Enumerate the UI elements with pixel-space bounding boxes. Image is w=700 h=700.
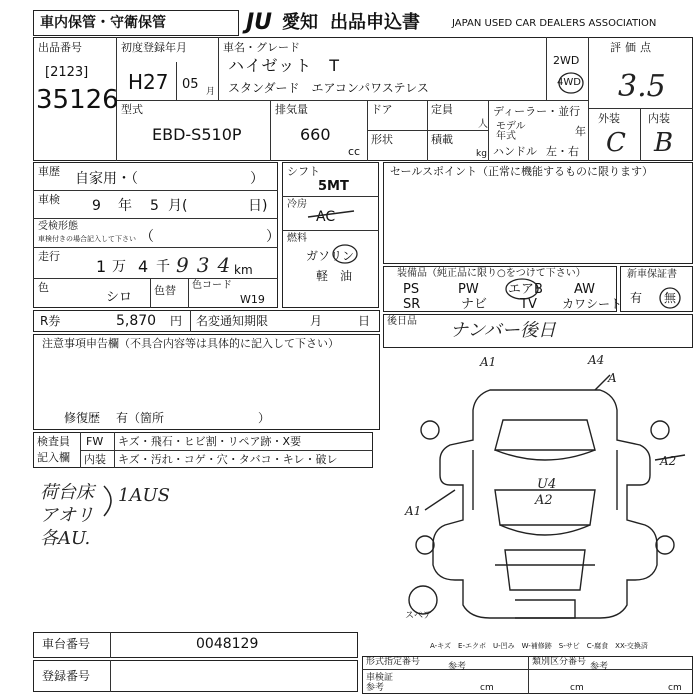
handwritten-bracket: [100, 484, 122, 518]
handwritten-line1b: 1AUS: [118, 485, 170, 506]
mileage-label: 走行: [38, 250, 60, 263]
shape-number-label: 形式指定番号: [366, 657, 421, 667]
chassis-label: 車台番号: [42, 637, 91, 651]
drive-circle-mark: [556, 70, 586, 96]
exterior-grade: C: [606, 128, 626, 158]
car-name: ハイゼット T: [228, 56, 340, 75]
inspection-year: 9: [92, 198, 101, 214]
dims-label: 車検証: [366, 673, 394, 683]
mileage-rest: 934: [176, 253, 239, 277]
diagram-mark-a: A: [608, 371, 617, 385]
storage-label: 車内保管・守衛保管: [40, 15, 166, 31]
ref-label-2: 参考: [590, 662, 609, 672]
inspection-label: 車検: [38, 193, 60, 206]
equipment-airbag: エアB: [508, 282, 543, 297]
damage-legend: A-キズ E-エクボ U-凹み W-補修跡 S-サビ C-腐食 XX-交換済: [430, 642, 648, 650]
receipt-note: 車検付きの場合記入して下さい: [38, 235, 136, 243]
year-unit: 年: [575, 125, 586, 138]
capacity-unit: 人: [478, 119, 488, 130]
ju-logo: JU: [246, 10, 273, 35]
recycle-label: R券: [40, 314, 61, 328]
name-change-day: 日: [358, 314, 371, 328]
later-value: ナンバー後日: [450, 320, 556, 341]
drive-2wd: 2WD: [553, 54, 580, 67]
diagram-mark-a1-left: A1: [405, 504, 422, 518]
recycle-unit: 円: [170, 314, 183, 328]
association-name: JAPAN USED CAR DEALERS ASSOCIATION: [452, 18, 657, 29]
history-label: 車歴: [38, 165, 60, 178]
diagram-mark-a2-right: A2: [660, 454, 677, 468]
aircon-strike-mark: [306, 205, 356, 225]
equipment-ps: PS: [403, 282, 420, 297]
handle-value: 左・右: [546, 145, 579, 158]
warranty-yes: 有: [630, 291, 643, 305]
interior-grade: B: [654, 128, 674, 158]
displacement-unit: cc: [348, 145, 361, 158]
lot-label: 出品番号: [38, 41, 82, 54]
info-table: [33, 37, 693, 161]
equipment-pw: PW: [458, 282, 479, 297]
handle-label: ハンドル: [493, 145, 537, 158]
registration-month: 05: [182, 77, 199, 92]
mileage-unit: km: [234, 263, 253, 277]
model-label: 型式: [121, 103, 143, 116]
interior-check-value: キズ・汚れ・コゲ・穴・タバコ・キレ・破レ: [118, 453, 338, 466]
lot-number: 35126: [36, 85, 119, 115]
handwritten-line1: 荷台床: [40, 482, 94, 503]
car-name-label: 車名・グレード: [223, 41, 300, 54]
registration-month-unit: 月: [206, 87, 216, 97]
shift-label: シフト: [287, 165, 320, 178]
equipment-aw: AW: [574, 282, 596, 297]
displacement-value: 660: [300, 125, 331, 144]
history-value: 自家用・（ ）: [75, 171, 264, 187]
chassis-number: 0048129: [196, 636, 259, 652]
equipment-navi: ナビ: [461, 297, 488, 312]
cm-1: cm: [480, 683, 494, 693]
form-title: 出品申込書: [330, 12, 420, 33]
category-number-label: 類別区分番号: [532, 657, 587, 667]
recycle-amount: 5,870: [116, 313, 157, 329]
score-label: 評価点: [610, 41, 655, 54]
color-change-label: 色替: [154, 284, 176, 297]
inspector-label1: 検査員: [37, 435, 70, 448]
score-value: 3.5: [618, 69, 666, 104]
airbag-circle-mark: [502, 276, 542, 302]
color-code: W19: [240, 293, 265, 306]
mileage-sen-unit: 千: [156, 259, 170, 275]
diagram-mark-a4: A4: [588, 353, 605, 367]
notes-label: 注意事項申告欄（不具合内容等は具体的に記入して下さい）: [42, 337, 339, 350]
color-value: シロ: [106, 290, 133, 305]
repair-close: ）: [258, 411, 271, 425]
registration-year: H27: [128, 70, 169, 94]
cm-3: cm: [668, 683, 682, 693]
warranty-no: 無: [664, 291, 677, 305]
aircon-label: 冷房: [287, 199, 307, 210]
load-unit: kg: [476, 149, 487, 159]
fw-value: キズ・飛石・ヒビ割・リペア跡・X要: [118, 435, 302, 448]
inspection-day-unit: 日): [248, 198, 268, 214]
name-change-month: 月: [310, 314, 323, 328]
registration-label: 初度登録年月: [121, 41, 187, 54]
mileage-man: 1: [96, 257, 107, 276]
car-grade: スタンダード エアコンパワステレス: [228, 81, 429, 95]
later-label: 後日品: [387, 316, 417, 327]
load-label: 積載: [431, 133, 453, 146]
dealer-label: ディーラー・並行: [493, 105, 581, 118]
exterior-label: 外装: [598, 112, 620, 125]
receipt-value: （ ）: [140, 229, 280, 245]
inspection-month: 5: [150, 198, 159, 214]
ref-label-3: 参考: [366, 683, 385, 693]
aircon-value: AC: [316, 209, 336, 225]
cm-2: cm: [570, 683, 584, 693]
sales-point-label: セールスポイント（正常に機能するものに限ります）: [390, 165, 654, 178]
fuel-circle-mark: [330, 242, 360, 266]
equipment-seat: カワシート: [562, 297, 623, 311]
equipment-label: 装備品（純正品に限り○をつけて下さい）: [397, 268, 586, 279]
model-value: EBD-S510P: [152, 125, 242, 144]
equipment-sr: SR: [403, 297, 421, 312]
color-label: 色: [38, 281, 49, 294]
interior-check-label: 内装: [84, 453, 106, 466]
warranty-label: 新車保証書: [627, 269, 677, 280]
fw-label: FW: [86, 435, 104, 448]
diagram-mark-a2-center: A2: [535, 493, 553, 508]
capacity-label: 定員: [431, 103, 453, 116]
model-year-label: モデル 年式: [496, 121, 526, 142]
handwritten-line3: 各AU.: [40, 528, 91, 549]
inspection-month-unit: 月(: [168, 198, 188, 214]
equipment-tv: TV: [520, 297, 537, 312]
mileage-sen: 4: [138, 257, 149, 276]
ref-label-1: 参考: [448, 662, 467, 672]
interior-label: 内装: [648, 112, 670, 125]
org-name: 愛知: [282, 12, 318, 33]
displacement-label: 排気量: [275, 103, 308, 116]
diagram-mark-a1-top: A1: [480, 355, 497, 369]
shift-value: 5MT: [318, 179, 349, 194]
inspection-year-unit: 年: [118, 198, 132, 214]
fuel-label: 燃料: [287, 233, 307, 244]
spare-label: スペア: [405, 611, 433, 621]
warranty-circle-mark: [658, 286, 682, 310]
color-code-label: 色コード: [192, 280, 232, 291]
doors-label: ドア: [371, 103, 393, 116]
diagram-mark-u4: U4: [537, 477, 557, 492]
inspector-label2: 記入欄: [37, 451, 70, 464]
fuel-gas: ガソリン: [306, 249, 355, 263]
name-change-label: 名変通知期限: [196, 314, 269, 328]
drive-4wd: 4WD: [557, 77, 581, 88]
reg-number-label: 登録番号: [42, 669, 91, 683]
repair-label: 修復歴: [64, 411, 101, 425]
shape-label: 形状: [371, 133, 393, 146]
fuel-diesel: 軽 油: [316, 269, 353, 283]
lot-code: [2123]: [45, 65, 89, 80]
mileage-man-unit: 万: [112, 259, 126, 275]
handwritten-line2: アオリ: [40, 505, 94, 526]
receipt-label: 受検形態: [38, 221, 78, 232]
repair-value: 有（箇所: [116, 411, 165, 425]
